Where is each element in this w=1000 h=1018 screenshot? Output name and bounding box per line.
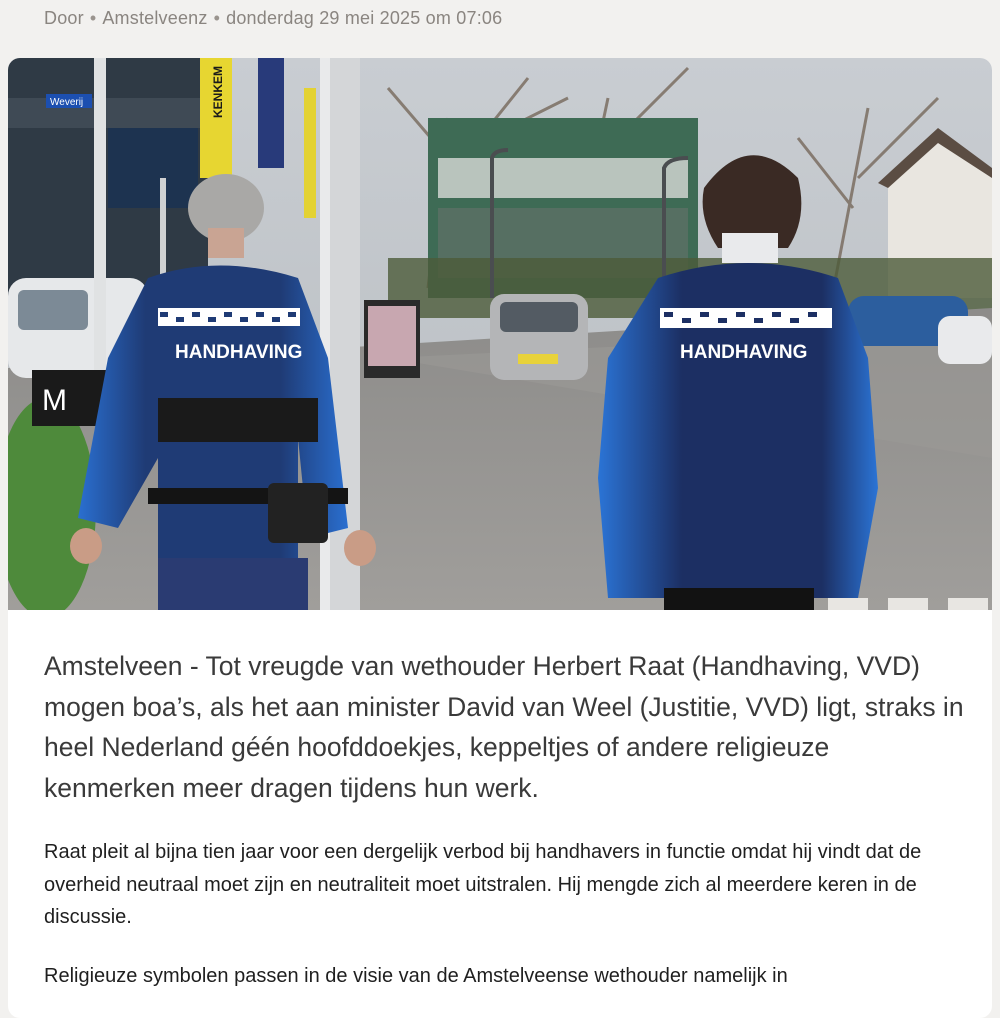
byline-separator: • (213, 8, 221, 28)
article-byline (44, 8, 502, 29)
parked-car-white (938, 316, 992, 364)
byline-datetime: donderdag 29 mei 2025 om 07:06 (226, 8, 503, 28)
svg-text:M: M (42, 384, 67, 417)
article-lead: Amstelveen - Tot vreugde van wethouder Herbert Raat (Handhaving, VVD) mogen boa’s, als het aan minister David van Weel (Justitie, VVD) ligt, straks in heel Nederland géén hoofddoekjes, keppeltjes of andere religieuze kenmerken meer dragen tijdens hun werk. (44, 651, 964, 803)
flag-blue (258, 58, 284, 168)
article-paragraph: Religieuze symbolen passen in de visie van de Amstelveense wethouder namelijk in (44, 965, 788, 987)
article-paragraph: Raat pleit al bijna tien jaar voor een dergelijk verbod bij handhavers in functie omdat hij vindt dat de overheid neutraal moet zijn en neutraliteit moet uitstralen. Hij mengde zich al meerdere keren in de discussie. (44, 841, 922, 928)
vest-text-right: HANDHAVING (680, 342, 808, 363)
vest-text-left: HANDHAVING (175, 342, 303, 363)
crosswalk (828, 598, 988, 610)
byline-prefix: Door (44, 8, 84, 28)
byline-location-link[interactable]: Amstelveenz (102, 8, 208, 28)
street-photo (8, 58, 992, 610)
article-card (8, 58, 992, 1018)
street-sign-text: Weverij (50, 97, 84, 108)
byline-separator: • (89, 8, 97, 28)
flag-text: KENKEM (211, 65, 225, 118)
article-hero-image[interactable] (8, 58, 992, 610)
oncoming-car (490, 294, 588, 380)
